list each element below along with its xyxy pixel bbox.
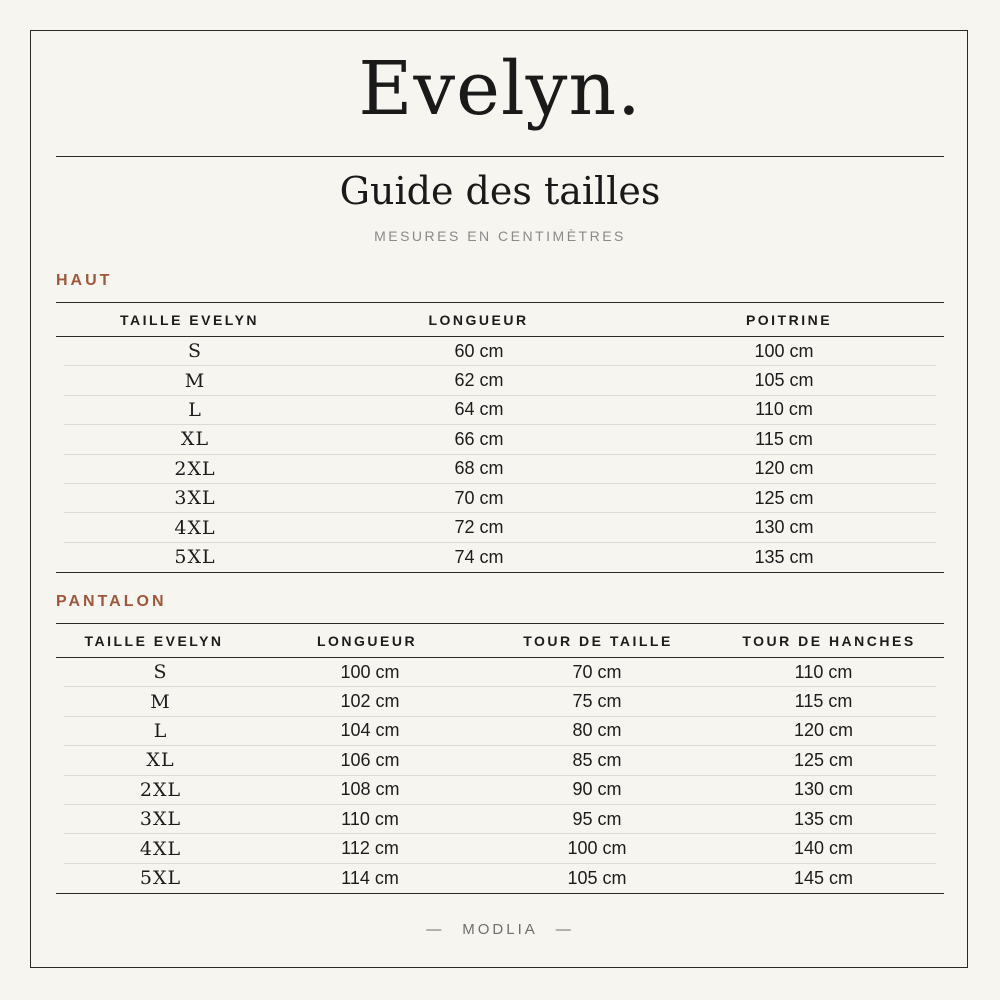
table-pantalon (56, 623, 944, 894)
table-haut (56, 302, 944, 573)
cell-size: L (188, 398, 202, 421)
table-row (64, 805, 936, 834)
cell-size: 2XL (174, 457, 216, 480)
cell-hips: 120 cm (793, 720, 854, 741)
cell-waist: 100 cm (567, 838, 627, 859)
cell-hips: 115 cm (794, 691, 853, 712)
table-header-haut (56, 303, 944, 337)
cell-size: 5XL (139, 867, 182, 890)
cell-waist: 95 cm (572, 808, 622, 829)
cell-length: 72 cm (454, 517, 504, 538)
table-row (64, 834, 936, 863)
table-row (64, 658, 936, 687)
column-header-chest: POITRINE (745, 311, 833, 328)
cell-size: M (150, 690, 171, 713)
cell-hips: 110 cm (794, 661, 853, 682)
cell-hips: 135 cm (793, 808, 854, 829)
table-body-pantalon (56, 658, 944, 893)
cell-chest: 130 cm (754, 517, 814, 538)
cell-hips: 125 cm (793, 749, 854, 770)
cell-size: 3XL (174, 487, 216, 510)
cell-size: S (187, 340, 203, 363)
cell-waist: 105 cm (567, 867, 627, 888)
cell-chest: 115 cm (755, 428, 813, 449)
cell-length: 102 cm (340, 691, 400, 712)
cell-length: 112 cm (341, 838, 399, 859)
cell-length: 100 cm (340, 661, 400, 682)
table-row (64, 337, 936, 366)
cell-length: 110 cm (341, 808, 399, 829)
column-header-size: TAILLE EVELYN (119, 311, 260, 328)
section-label-haut: HAUT (56, 272, 113, 289)
column-header-waist: TOUR DE TAILLE (523, 632, 673, 649)
cell-size: 4XL (174, 516, 216, 539)
cell-hips: 130 cm (793, 779, 854, 800)
cell-length: 70 cm (454, 487, 504, 508)
table-row (64, 687, 936, 716)
cell-size: 4XL (139, 837, 182, 860)
cell-size: 2XL (139, 778, 182, 801)
cell-waist: 80 cm (572, 720, 622, 741)
table-row (64, 484, 936, 513)
header-divider (56, 156, 944, 157)
footer-dash-left: — (426, 921, 445, 938)
table-body-haut (56, 337, 944, 572)
page-subtitle: MESURES EN CENTIMÈTRES (374, 228, 626, 244)
table-row (64, 717, 936, 746)
cell-waist: 75 cm (572, 691, 622, 712)
table-row (64, 425, 936, 454)
footer-dash-right: — (555, 921, 574, 938)
cell-size: 3XL (139, 808, 182, 831)
cell-length: 114 cm (341, 867, 399, 888)
table-row (64, 543, 936, 572)
cell-size: XL (146, 749, 175, 772)
cell-chest: 135 cm (754, 546, 814, 567)
cell-hips: 145 cm (793, 867, 854, 888)
cell-size: M (184, 369, 206, 392)
footer-brand: MODLIA (462, 921, 538, 938)
cell-length: 108 cm (340, 779, 400, 800)
cell-length: 74 cm (454, 546, 504, 567)
cell-chest: 120 cm (754, 458, 814, 479)
cell-length: 104 cm (340, 720, 400, 741)
cell-length: 106 cm (340, 749, 400, 770)
cell-length: 62 cm (454, 370, 504, 391)
cell-waist: 85 cm (572, 749, 622, 770)
footer (0, 921, 1000, 938)
table-row (64, 366, 936, 395)
table-row (64, 513, 936, 542)
table-row (64, 455, 936, 484)
cell-length: 68 cm (454, 458, 504, 479)
brand-logo: Evelyn. (358, 46, 642, 132)
cell-size: XL (180, 428, 210, 451)
cell-waist: 70 cm (572, 661, 622, 682)
cell-size: S (153, 661, 168, 684)
section-label-pantalon: PANTALON (56, 593, 167, 610)
column-header-size: TAILLE EVELYN (84, 632, 224, 649)
cell-waist: 90 cm (572, 779, 622, 800)
column-header-length: LONGUEUR (316, 632, 418, 649)
cell-size: L (153, 719, 168, 742)
page-title: Guide des tailles (339, 169, 661, 213)
cell-chest: 100 cm (754, 340, 814, 361)
cell-length: 64 cm (454, 399, 504, 420)
cell-length: 60 cm (454, 340, 504, 361)
table-row (64, 776, 936, 805)
table-row (64, 864, 936, 893)
table-row (64, 746, 936, 775)
cell-chest: 105 cm (754, 370, 814, 391)
cell-chest: 110 cm (755, 399, 813, 420)
cell-chest: 125 cm (754, 487, 814, 508)
column-header-hips: TOUR DE HANCHES (742, 632, 916, 649)
column-header-length: LONGUEUR (428, 311, 529, 328)
table-header-pantalon (56, 624, 944, 658)
cell-hips: 140 cm (793, 838, 854, 859)
cell-length: 66 cm (454, 428, 504, 449)
cell-size: 5XL (174, 546, 216, 569)
table-row (64, 396, 936, 425)
